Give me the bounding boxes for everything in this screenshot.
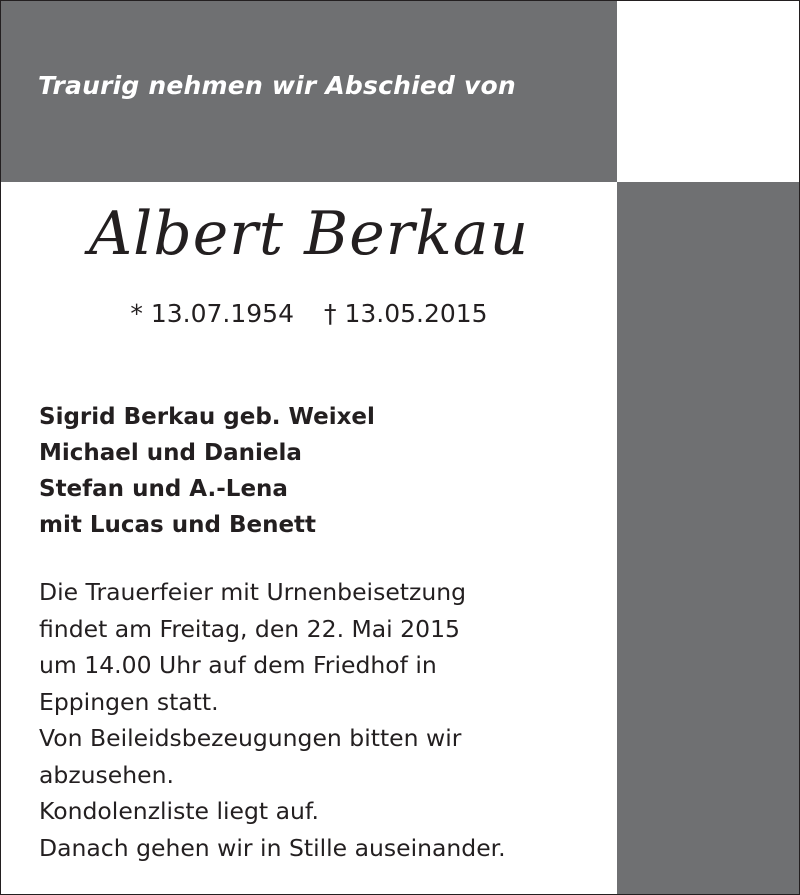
- details-line: Von Beileidsbezeugungen bitten wir: [39, 724, 462, 752]
- details-line: Die Trauerfeier mit Urnenbeisetzung: [39, 578, 467, 606]
- deceased-name: Albert Berkau: [88, 199, 530, 269]
- death-date: † 13.05.2015: [324, 299, 488, 328]
- side-gray-band: [617, 182, 799, 894]
- details-line: Kondolenzliste liegt auf.: [39, 797, 319, 825]
- mourner-line: Stefan und A.-Lena: [39, 476, 288, 502]
- details-line: abzusehen.: [39, 760, 174, 789]
- life-dates: [1, 299, 617, 328]
- mourners-list: [39, 399, 375, 543]
- intro-text: Traurig nehmen wir Abschied von: [38, 71, 516, 100]
- details-line: um 14.00 Uhr auf dem Friedhof in: [39, 651, 437, 679]
- mourner-line: mit Lucas und Benett: [39, 512, 317, 538]
- mourner-line: Michael und Daniela: [39, 440, 302, 466]
- birth-date: * 13.07.1954: [130, 299, 294, 328]
- funeral-details: [39, 574, 506, 866]
- details-line: Danach gehen wir in Stille auseinander.: [39, 833, 506, 862]
- details-line: Eppingen statt.: [39, 687, 219, 716]
- details-line: findet am Freitag, den 22. Mai 2015: [39, 614, 460, 643]
- mourner-line: Sigrid Berkau geb. Weixel: [39, 404, 375, 430]
